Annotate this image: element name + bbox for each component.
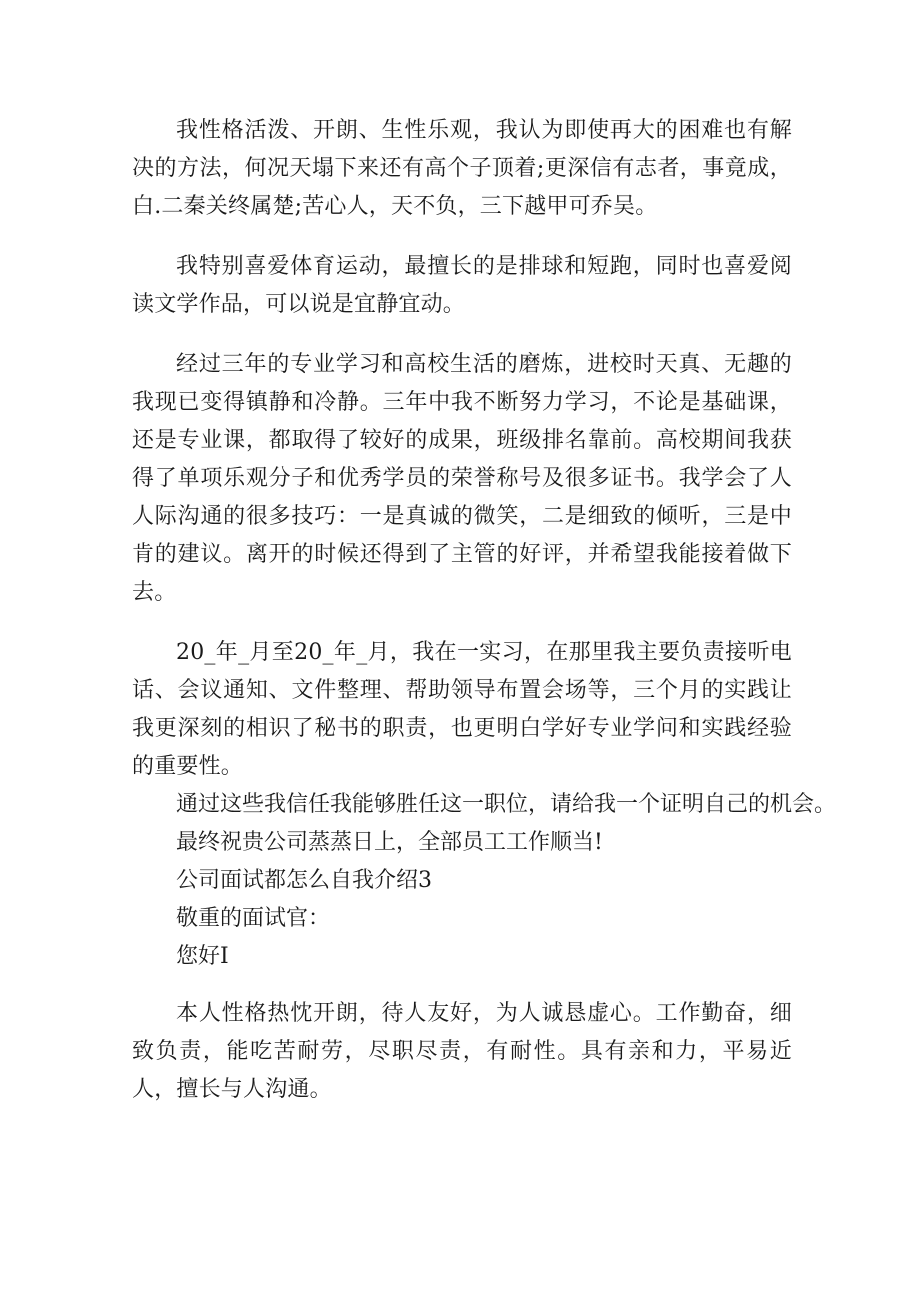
salutation: 敬重的面试官： xyxy=(176,906,331,931)
section-heading: 公司面试都怎么自我介绍3 xyxy=(176,868,432,893)
paragraph-self-description: 本人性格热忱开朗，待人友好，为人诚恳虚心。工作勤奋，细致负责，能吃苦耐劳，尽职尽责，有耐性。具有亲和力，平易近人，擅长与人沟通。 xyxy=(132,1001,792,1102)
paragraph-request: 通过这些我信任我能够胜任这一职位，请给我一个证明自己的机会。 xyxy=(176,792,837,817)
document-body xyxy=(132,112,837,1109)
greeting: 您好I xyxy=(176,944,229,969)
paragraph-education: 经过三年的专业学习和高校生活的磨炼，进校时天真、无趣的我现已变得镇静和冷静。三年中我不断努力学习，不论是基础课，还是专业课，都取得了较好的成果，班级排名靠前。高校期间我获得了单项乐观分子和优秀学员的荣誉称号及很多证书。我学会了人人际沟通的很多技巧：一是真诚的微笑，二是细致的倾听，三是中肯的建议。离开的时候还得到了主管的好评，并希望我能接着做下去。 xyxy=(132,352,792,605)
paragraph-personality: 我性格活泼、开朗、生性乐观，我认为即使再大的困难也有解决的方法，何况天塌下来还有高个子顶着;更深信有志者，事竟成，白.二秦关终属楚;苦心人，天不负，三下越甲可乔吴。 xyxy=(132,118,792,219)
paragraph-internship: 20_年_月至20_年_月，我在一实习，在那里我主要负责接听电话、会议通知、文件整理、帮助领导布置会场等，三个月的实践让我更深刻的相识了秘书的职责，也更明白学好专业学问和实践经验的重要性。 xyxy=(132,640,792,779)
paragraph-closing-wish: 最终祝贵公司蒸蒸日上，全部员工工作顺当! xyxy=(176,830,603,855)
paragraph-hobbies: 我特别喜爱体育运动，最擅长的是排球和短跑，同时也喜爱阅读文学作品，可以说是宜静宜动。 xyxy=(132,254,792,317)
